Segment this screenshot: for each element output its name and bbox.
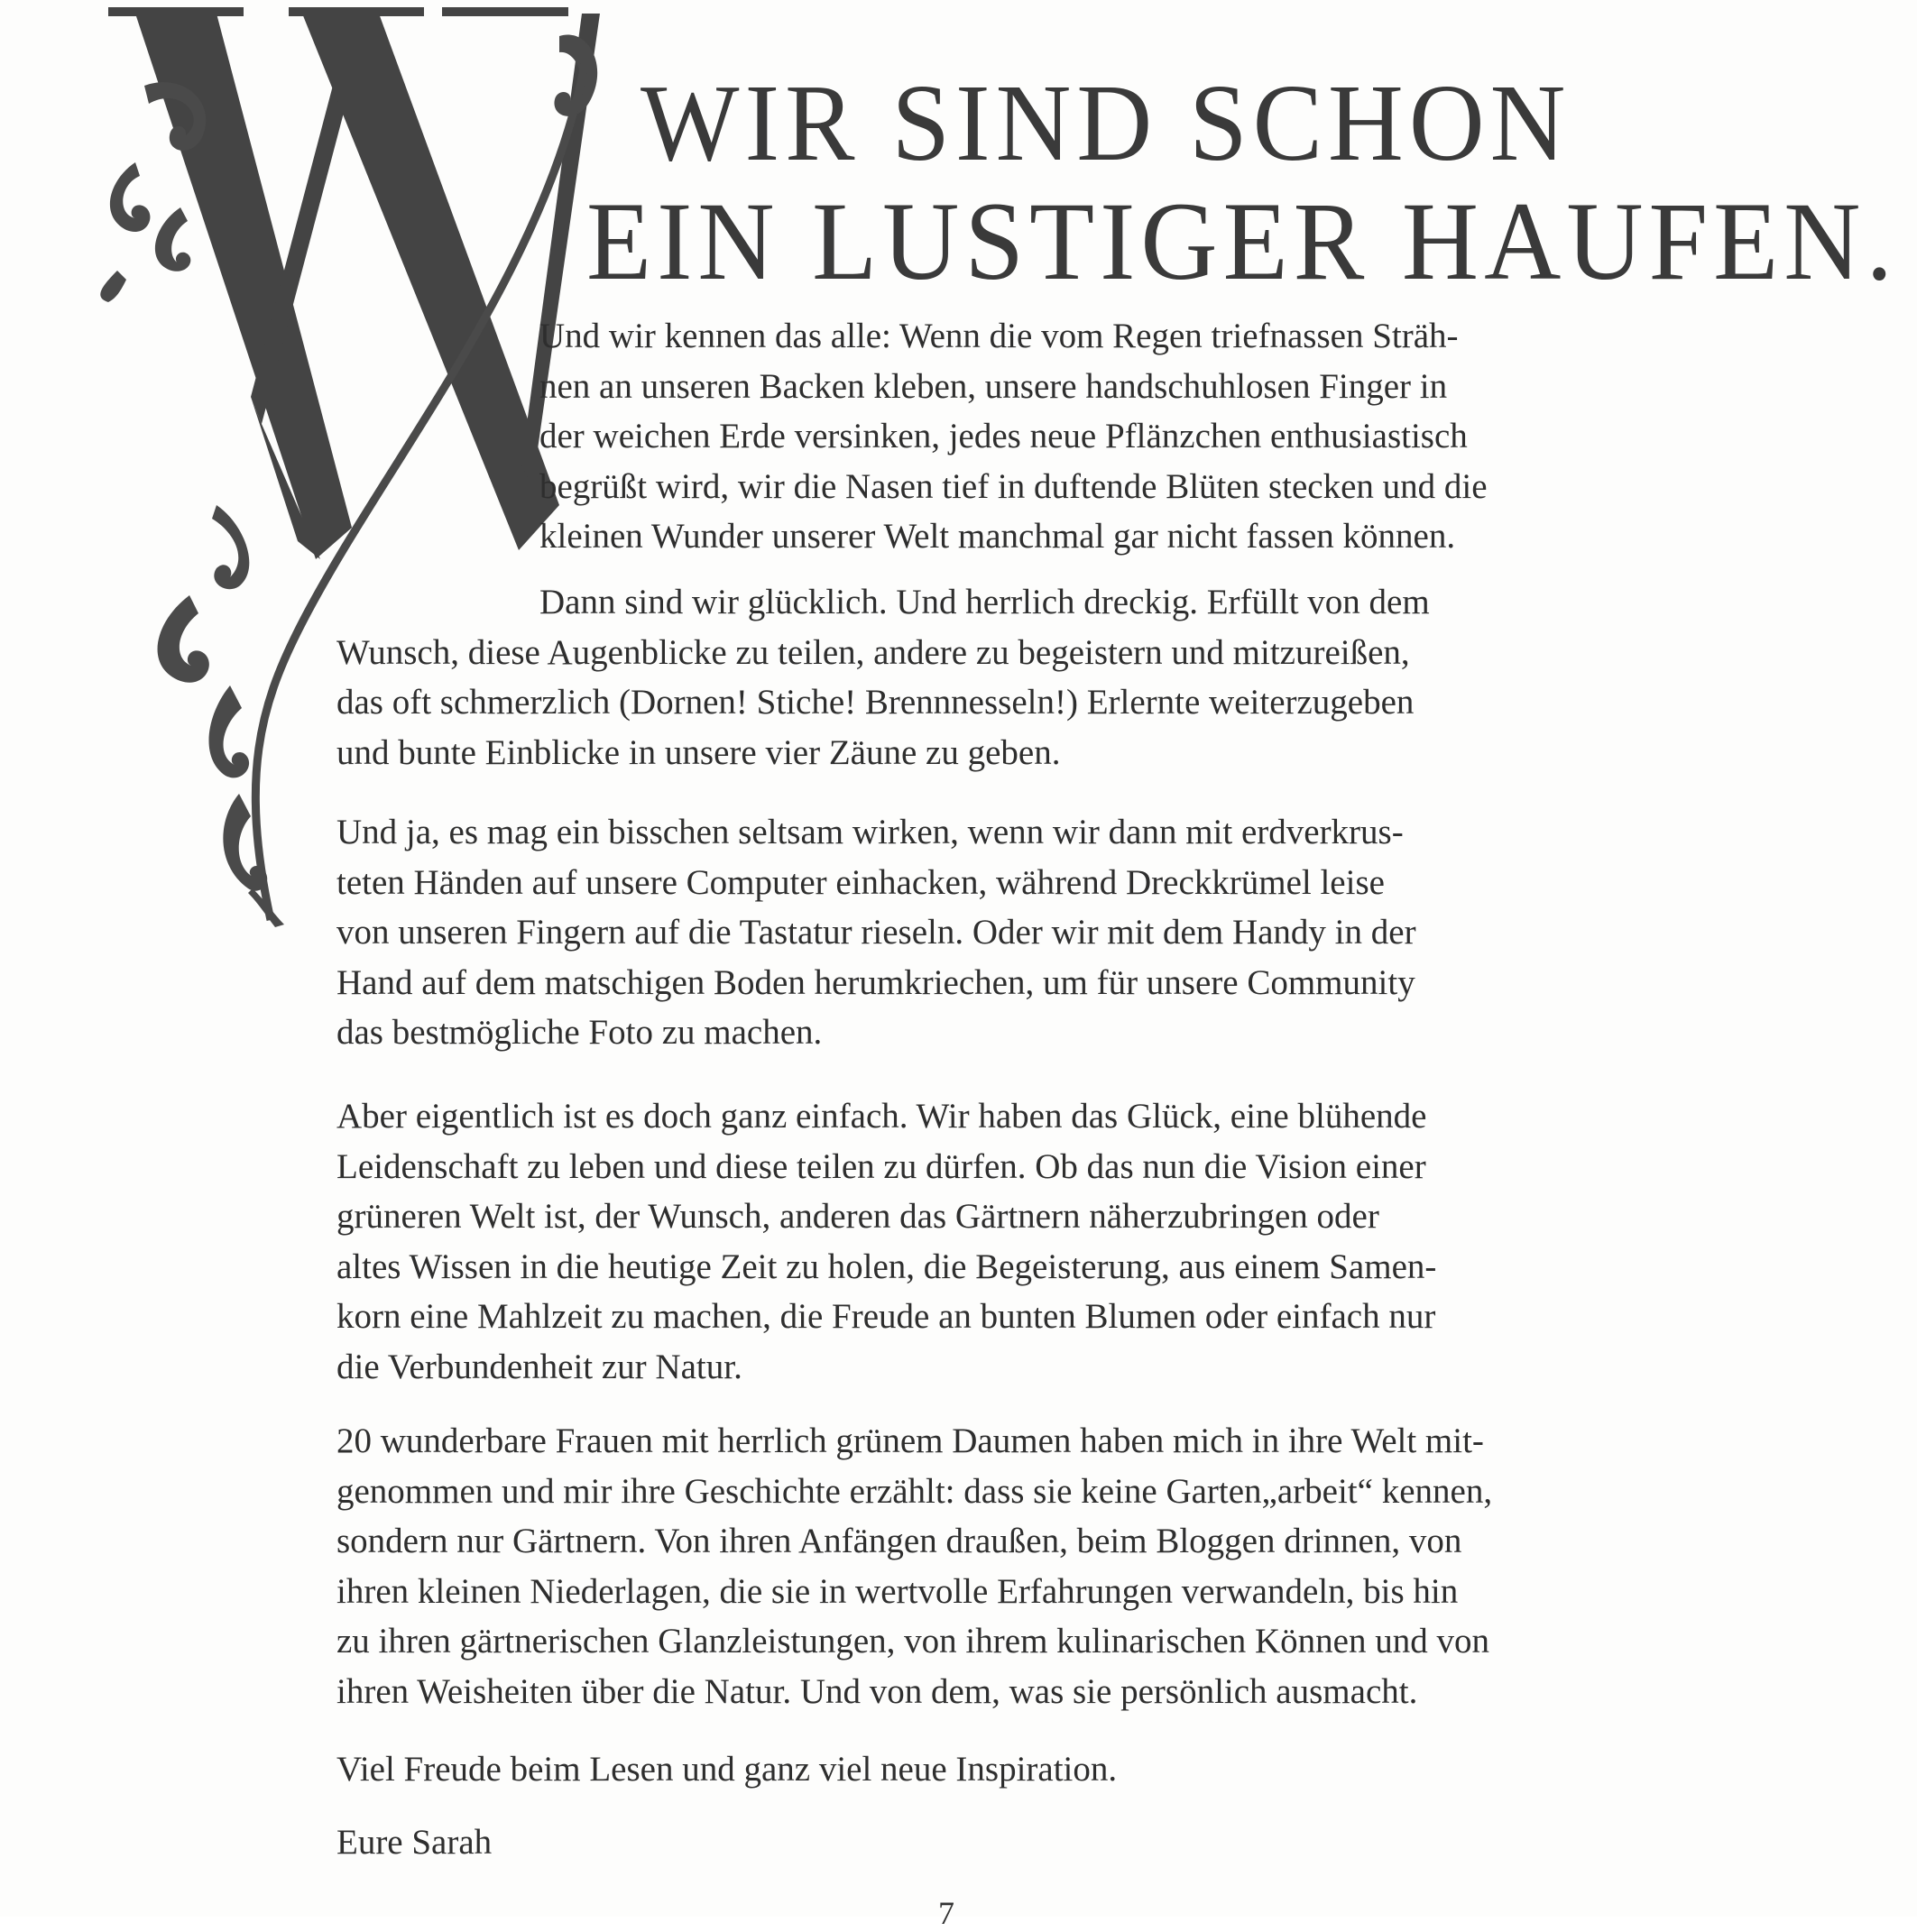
paragraph-3: Und ja, es mag ein bisschen seltsam wirken, wenn wir dann mit erdverkrus- teten Händen auf unsere Computer einhacken, während Dreckkrümel leise von unseren Fingern auf die Tastatur rieseln. Oder wir mit dem Handy in der Hand auf dem matschigen Boden herumkriechen, um für unsere Community das bestmögliche Foto zu machen.: [336, 813, 1416, 1052]
paragraph-6: Viel Freude beim Lesen und ganz viel neue Inspiration.: [336, 1750, 1118, 1789]
paragraph-2-rest: Wunsch, diese Augenblicke zu teilen, andere zu begeistern und mitzureißen, das oft schmerzlich (Dornen! Stiche! Brennnesseln!) Erlernte weiterzugeben und bunte Einblicke in unsere vier Zäune zu geben.: [336, 632, 1415, 772]
signature-line: Eure Sarah: [336, 1823, 493, 1862]
page-number: 7: [938, 1895, 954, 1931]
paragraph-2-first-line: Dann sind wir glücklich. Und herrlich dreckig. Erfüllt von dem: [539, 583, 1430, 621]
paragraph-4: Aber eigentlich ist es doch ganz einfach. Wir haben das Glück, eine blühende Leidenschaft zu leben und diese teilen zu dürfen. Ob das nun die Vision einer grüneren Welt ist, der Wunsch, anderen das Gärtnern näherzubringen oder altes Wissen in die heutige Zeit zu holen, die Begeisterung, aus einem Samen- korn eine Mahlzeit zu machen, die Freude an bunten Blumen oder einfach nur die Verbundenheit zur Natur.: [336, 1097, 1437, 1386]
paragraph-5: 20 wunderbare Frauen mit herrlich grünem Daumen haben mich in ihre Welt mit- genommen und mir ihre Geschichte erzählt: dass sie keine Garten„arbeit“ kennen, sondern nur Gärtnern. Von ihren Anfängen draußen, beim Bloggen drinnen, von ihren kleinen Niederlagen, die sie in wertvolle Erfahrungen verwandeln, bis hin zu ihren gärtnerischen Glanzleistungen, von ihrem kulinarischen Können und von ihren Weisheiten über die Natur. Und von dem, was sie persönlich ausmacht.: [336, 1421, 1493, 1711]
headline-line-1: WIR SIND SCHON: [641, 63, 1571, 185]
headline-line-2: EIN LUSTIGER HAUFEN.: [586, 179, 1898, 304]
paragraph-2: [336, 577, 1744, 777]
paragraph-1: Und wir kennen das alle: Wenn die vom Regen triefnassen Sträh- nen an unseren Backen kleben, unsere handschuhlosen Finger in der weichen Erde versinken, jedes neue Pflänzchen enthusiastisch begrüßt wird, wir die Nasen tief in duftende Blüten stecken und die kleinen Wunder unserer Welt manchmal gar nicht fassen können.: [539, 317, 1488, 556]
